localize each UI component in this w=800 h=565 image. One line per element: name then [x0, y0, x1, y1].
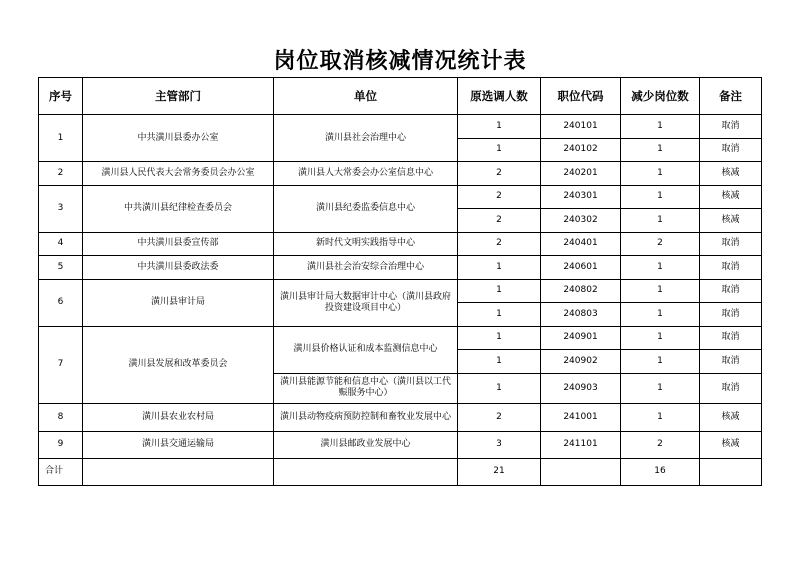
row-index: 2: [39, 162, 83, 186]
row-original-count: 2: [458, 403, 541, 431]
row-remark: 核减: [700, 431, 762, 458]
row-remark: 取消: [700, 279, 762, 303]
row-index: 9: [39, 431, 83, 458]
total-remark: [700, 458, 762, 485]
row-remark: 核减: [700, 209, 762, 233]
row-original-count: 3: [458, 431, 541, 458]
row-unit: 潢川县人大常委会办公室信息中心: [274, 162, 458, 186]
row-unit: 潢川县社会治安综合治理中心: [274, 256, 458, 280]
row-position-code: 240803: [541, 303, 621, 327]
row-position-code: 240902: [541, 350, 621, 374]
row-reduced-count: 1: [621, 403, 700, 431]
table-row: [39, 403, 762, 431]
row-position-code: 240302: [541, 209, 621, 233]
row-index: 5: [39, 256, 83, 280]
header-reduced-count: 减少岗位数: [621, 78, 700, 115]
row-reduced-count: 1: [621, 185, 700, 209]
row-department: 中共潢川县委办公室: [83, 115, 274, 162]
row-remark: 取消: [700, 326, 762, 350]
row-department: 潢川县人民代表大会常务委员会办公室: [83, 162, 274, 186]
row-original-count: 2: [458, 209, 541, 233]
row-position-code: 240601: [541, 256, 621, 280]
row-remark: 取消: [700, 373, 762, 403]
total-unit: [274, 458, 458, 485]
row-department: 潢川县审计局: [83, 279, 274, 326]
row-remark: 取消: [700, 232, 762, 256]
table-row: [39, 279, 762, 303]
row-department: 潢川县发展和改革委员会: [83, 326, 274, 403]
total-reduced-count: 16: [621, 458, 700, 485]
row-reduced-count: 1: [621, 115, 700, 139]
row-index: 8: [39, 403, 83, 431]
row-reduced-count: 1: [621, 162, 700, 186]
header-remark: 备注: [700, 78, 762, 115]
row-unit: 潢川县纪委监委信息中心: [274, 185, 458, 232]
total-row: [39, 458, 762, 485]
table-row: [39, 256, 762, 280]
row-remark: 核减: [700, 162, 762, 186]
row-reduced-count: 1: [621, 209, 700, 233]
table-header-row: [39, 78, 762, 115]
row-position-code: 240903: [541, 373, 621, 403]
row-remark: 取消: [700, 115, 762, 139]
row-reduced-count: 1: [621, 350, 700, 374]
row-position-code: 240802: [541, 279, 621, 303]
row-unit: 潢川县价格认证和成本监测信息中心: [274, 326, 458, 373]
table-row: [39, 326, 762, 350]
row-position-code: 241101: [541, 431, 621, 458]
row-remark: 取消: [700, 303, 762, 327]
table-row: [39, 232, 762, 256]
header-original-count: 原选调人数: [458, 78, 541, 115]
row-original-count: 2: [458, 162, 541, 186]
row-index: 7: [39, 326, 83, 403]
row-department: 潢川县交通运输局: [83, 431, 274, 458]
total-position-code: [541, 458, 621, 485]
row-remark: 取消: [700, 256, 762, 280]
row-unit: 潢川县审计局大数据审计中心（潢川县政府投资建设项目中心）: [274, 279, 458, 326]
row-original-count: 1: [458, 373, 541, 403]
row-reduced-count: 1: [621, 373, 700, 403]
statistics-table: [38, 77, 762, 486]
row-position-code: 240901: [541, 326, 621, 350]
row-index: 6: [39, 279, 83, 326]
header-department: 主管部门: [83, 78, 274, 115]
page-title: 岗位取消核减情况统计表: [273, 48, 527, 74]
header-unit: 单位: [274, 78, 458, 115]
row-reduced-count: 1: [621, 256, 700, 280]
row-original-count: 1: [458, 256, 541, 280]
row-reduced-count: 1: [621, 303, 700, 327]
row-original-count: 1: [458, 115, 541, 139]
row-position-code: 240401: [541, 232, 621, 256]
row-reduced-count: 2: [621, 431, 700, 458]
row-original-count: 2: [458, 185, 541, 209]
row-unit: 潢川县能源节能和信息中心（潢川县以工代赈服务中心）: [274, 373, 458, 403]
row-original-count: 1: [458, 326, 541, 350]
header-position-code: 职位代码: [541, 78, 621, 115]
row-unit: 潢川县社会治理中心: [274, 115, 458, 162]
row-department: 中共潢川县委政法委: [83, 256, 274, 280]
total-department: [83, 458, 274, 485]
row-position-code: 240102: [541, 138, 621, 162]
row-department: 潢川县农业农村局: [83, 403, 274, 431]
row-index: 3: [39, 185, 83, 232]
row-index: 1: [39, 115, 83, 162]
row-unit: 新时代文明实践指导中心: [274, 232, 458, 256]
row-reduced-count: 1: [621, 138, 700, 162]
row-remark: 核减: [700, 403, 762, 431]
header-index: 序号: [39, 78, 83, 115]
row-original-count: 1: [458, 303, 541, 327]
total-original-count: 21: [458, 458, 541, 485]
row-department: 中共潢川县委宣传部: [83, 232, 274, 256]
row-remark: 取消: [700, 138, 762, 162]
row-position-code: 240301: [541, 185, 621, 209]
row-reduced-count: 1: [621, 279, 700, 303]
row-original-count: 1: [458, 350, 541, 374]
row-reduced-count: 1: [621, 326, 700, 350]
row-position-code: 240101: [541, 115, 621, 139]
row-index: 4: [39, 232, 83, 256]
table-row: [39, 162, 762, 186]
total-label: 合计: [39, 458, 83, 485]
table-row: [39, 431, 762, 458]
row-reduced-count: 2: [621, 232, 700, 256]
row-department: 中共潢川县纪律检查委员会: [83, 185, 274, 232]
row-position-code: 241001: [541, 403, 621, 431]
row-unit: 潢川县邮政业发展中心: [274, 431, 458, 458]
row-original-count: 1: [458, 279, 541, 303]
row-remark: 取消: [700, 350, 762, 374]
row-original-count: 1: [458, 138, 541, 162]
row-position-code: 240201: [541, 162, 621, 186]
table-row: [39, 185, 762, 209]
row-unit: 潢川县动物疫病预防控制和畜牧业发展中心: [274, 403, 458, 431]
row-original-count: 2: [458, 232, 541, 256]
table-row: [39, 115, 762, 139]
row-remark: 核减: [700, 185, 762, 209]
